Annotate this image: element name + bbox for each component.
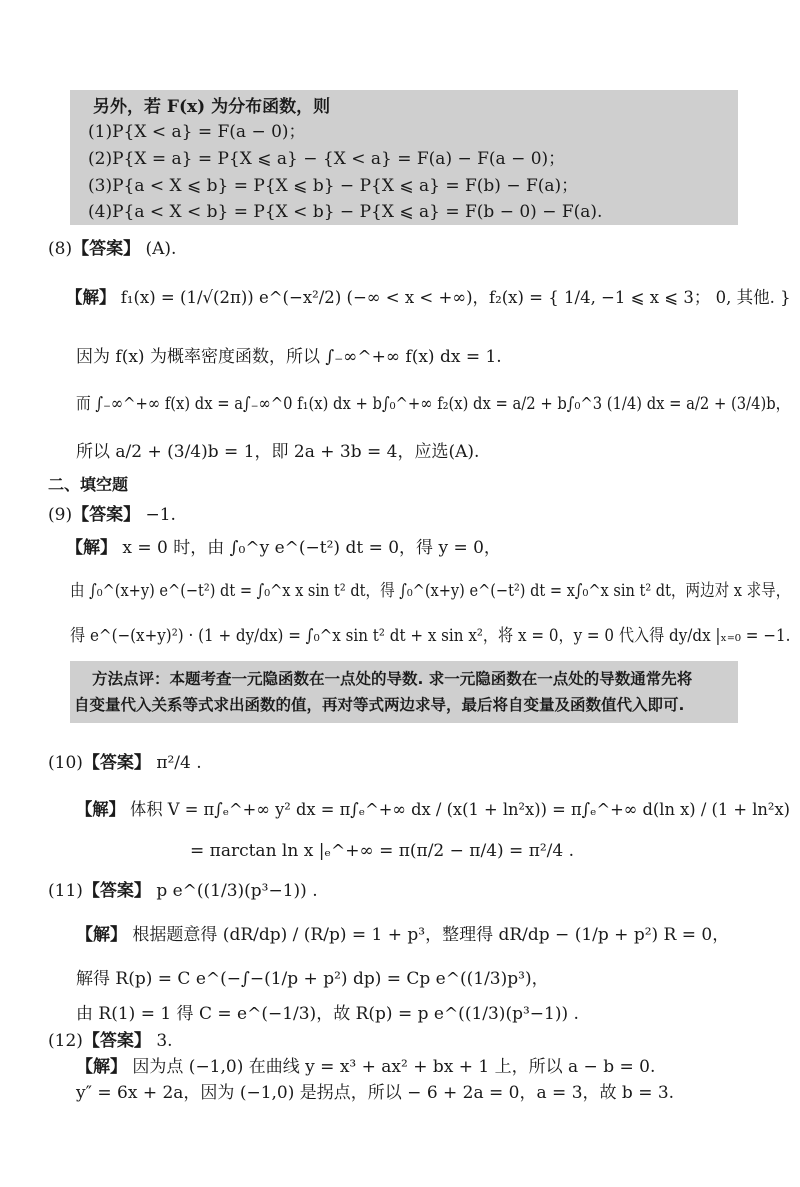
- q9-solution-line-1: [66, 537, 501, 559]
- q11-header: [48, 880, 318, 902]
- answer-label: 【答案】: [82, 881, 151, 901]
- answer-label: 【答案】: [72, 505, 141, 525]
- q8-line1-text: f₁(x) = (1/√(2π)) e^(−x²/2) (−∞ < x < +∞)，f₂(x) = { 1/4, −1 ⩽ x ⩽ 3； 0, 其他. }: [120, 288, 791, 308]
- q8-header: [48, 238, 176, 260]
- q11-solution-line-3: 由 R(1) = 1 得 C = e^(−1/3)，故 R(p) = p e^((1/3)(p³−1)) .: [76, 1004, 579, 1024]
- solution-label: 【解】: [66, 288, 116, 308]
- method-note-text-1: 本题考查一元隐函数在一点处的导数. 求一元隐函数在一点处的导数通常先将: [169, 670, 693, 688]
- q11-solution-line-1: [76, 924, 729, 946]
- q9-number: (9): [48, 505, 73, 525]
- q8-answer: (A).: [145, 239, 177, 259]
- q10-solution-line-1: [76, 799, 790, 821]
- q11-number: (11): [48, 881, 83, 901]
- solution-label: 【解】: [76, 800, 125, 820]
- q8-solution-line-2: 因为 f(x) 为概率密度函数，所以 ∫₋∞^+∞ f(x) dx = 1.: [76, 347, 502, 367]
- box1-intro: 另外，若 F(x) 为分布函数，则: [93, 97, 331, 117]
- answer-label: 【答案】: [82, 1031, 151, 1051]
- q10-answer: π²/4 .: [156, 753, 202, 773]
- box1-item-1: (1)P{X < a} = F(a − 0)；: [88, 122, 306, 142]
- box1-item-2: (2)P{X = a} = P{X ⩽ a} − {X < a} = F(a) − F(a − 0)；: [88, 149, 566, 169]
- method-note-line-2: 自变量代入关系等式求出函数的值，再对等式两边求导，最后将自变量及函数值代入即可.: [74, 696, 685, 714]
- solution-label: 【解】: [66, 538, 117, 558]
- method-note-title: 方法点评：: [92, 670, 170, 688]
- q9-line1-text: x = 0 时，由 ∫₀^y e^(−t²) dt = 0，得 y = 0，: [122, 538, 501, 558]
- answer-label: 【答案】: [72, 239, 141, 259]
- box1-item-4: (4)P{a < X < b} = P{X < b} − P{X ⩽ a} = F(b − 0) − F(a).: [88, 202, 603, 222]
- q12-header: [48, 1030, 173, 1052]
- q8-solution-line-1: [66, 287, 791, 309]
- q11-answer: p e^((1/3)(p³−1)) .: [156, 881, 318, 901]
- box1-item-3: (3)P{a < X ⩽ b} = P{X ⩽ b} − P{X ⩽ a} = F(b) − F(a)；: [88, 176, 579, 196]
- q8-number: (8): [48, 239, 73, 259]
- solution-label: 【解】: [76, 1057, 127, 1077]
- solution-label: 【解】: [76, 925, 127, 945]
- q9-answer: −1.: [145, 505, 176, 525]
- method-note-line-1: [92, 668, 692, 690]
- q9-solution-line-2: 由 ∫₀^(x+y) e^(−t²) dt = ∫₀^x x sin t² dt，得 ∫₀^(x+y) e^(−t²) dt = x∫₀^x sin t² dt，两边对 x 求导，: [70, 581, 791, 601]
- q10-solution-line-2: = πarctan ln x |ₑ^+∞ = π(π/2 − π/4) = π²/4 .: [190, 841, 575, 861]
- q8-solution-line-3: 而 ∫₋∞^+∞ f(x) dx = a∫₋∞^0 f₁(x) dx + b∫₀^+∞ f₂(x) dx = a/2 + b∫₀^3 (1/4) dx = a/2 + (3/4)b，: [76, 394, 791, 414]
- q12-answer: 3.: [156, 1031, 173, 1051]
- q8-solution-line-4: 所以 a/2 + (3/4)b = 1，即 2a + 3b = 4，应选(A).: [76, 442, 480, 462]
- section-title-fill-in: 二、填空题: [48, 475, 129, 494]
- answer-label: 【答案】: [82, 753, 151, 773]
- q9-header: [48, 504, 176, 526]
- q10-header: [48, 752, 202, 774]
- q12-solution-line-1: [76, 1056, 655, 1078]
- q12-number: (12): [48, 1031, 83, 1051]
- q10-number: (10): [48, 753, 83, 773]
- q9-solution-line-3: 得 e^(−(x+y)²) · (1 + dy/dx) = ∫₀^x sin t² dt + x sin x²，将 x = 0，y = 0 代入得 dy/dx |ₓ₌₀ = −1.: [70, 626, 791, 646]
- q10-line1-text: 体积 V = π∫ₑ^+∞ y² dx = π∫ₑ^+∞ dx / (x(1 + ln²x)) = π∫ₑ^+∞ d(ln x) / (1 + ln²x): [130, 800, 790, 820]
- q11-line1-text: 根据题意得 (dR/dp) / (R/p) = 1 + p³，整理得 dR/dp − (1/p + p²) R = 0，: [132, 925, 730, 945]
- q12-solution-line-2: y″ = 6x + 2a，因为 (−1,0) 是拐点，所以 − 6 + 2a = 0，a = 3，故 b = 3.: [76, 1083, 675, 1103]
- q11-solution-line-2: 解得 R(p) = C e^(−∫−(1/p + p²) dp) = Cp e^((1/3)p³)，: [76, 969, 549, 989]
- q12-line1-text: 因为点 (−1,0) 在曲线 y = x³ + ax² + bx + 1 上，所以 a − b = 0.: [132, 1057, 656, 1077]
